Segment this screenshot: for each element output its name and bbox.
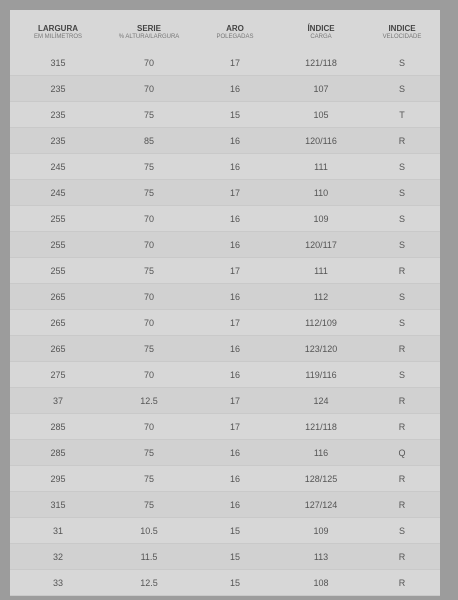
cell-indice-velocidade: S	[398, 526, 405, 536]
cell-indice-velocidade: S	[398, 58, 405, 68]
cell-serie: 70	[143, 84, 154, 94]
table-row	[10, 362, 440, 388]
cell-indice-velocidade: R	[398, 552, 406, 562]
cell-aro: 16	[229, 162, 240, 172]
cell-aro: 17	[229, 188, 240, 198]
cell-aro: 16	[229, 474, 240, 484]
cell-serie: 70	[143, 292, 154, 302]
cell-aro: 15	[229, 110, 240, 120]
cell-indice-carga: 108	[313, 578, 329, 588]
cell-largura: 32	[52, 552, 63, 562]
cell-largura: 265	[50, 344, 66, 354]
cell-serie: 75	[143, 110, 154, 120]
header-title: INDICE	[388, 24, 416, 33]
cell-serie: 75	[143, 162, 154, 172]
cell-largura: 285	[50, 422, 66, 432]
cell-indice-velocidade: Q	[398, 448, 406, 458]
cell-aro: 16	[229, 448, 240, 458]
cell-largura: 285	[50, 448, 66, 458]
table-row	[10, 414, 440, 440]
cell-serie: 75	[143, 344, 154, 354]
table-row	[10, 258, 440, 284]
cell-indice-velocidade: S	[398, 240, 405, 250]
cell-indice-carga: 127/124	[304, 500, 338, 510]
cell-serie: 75	[143, 448, 154, 458]
cell-aro: 15	[229, 526, 240, 536]
header-title: SERIE	[136, 24, 161, 33]
cell-indice-carga: 123/120	[304, 344, 338, 354]
cell-indice-carga: 111	[314, 162, 328, 172]
cell-indice-carga: 109	[313, 214, 329, 224]
cell-aro: 16	[229, 240, 240, 250]
header-subtitle: VELOCIDADE	[382, 34, 422, 40]
cell-aro: 17	[229, 58, 240, 68]
cell-serie: 75	[143, 474, 154, 484]
cell-largura: 315	[50, 58, 66, 68]
cell-serie: 11.5	[140, 552, 158, 562]
cell-largura: 255	[50, 266, 66, 276]
cell-serie: 12.5	[140, 396, 158, 406]
cell-indice-velocidade: S	[398, 162, 405, 172]
cell-indice-carga: 107	[313, 84, 329, 94]
cell-indice-carga: 121/118	[305, 422, 337, 432]
table-row	[10, 284, 440, 310]
header-title: ARO	[226, 24, 244, 33]
cell-indice-carga: 112/109	[305, 318, 337, 328]
cell-aro: 15	[229, 552, 240, 562]
cell-largura: 33	[52, 578, 63, 588]
table-row	[10, 128, 440, 154]
cell-largura: 31	[52, 526, 63, 536]
cell-largura: 245	[50, 188, 66, 198]
cell-indice-velocidade: R	[398, 578, 406, 588]
cell-largura: 235	[50, 110, 66, 120]
cell-indice-carga: 116	[313, 448, 329, 458]
cell-indice-carga: 113	[313, 552, 329, 562]
cell-serie: 70	[143, 318, 154, 328]
cell-indice-velocidade: R	[398, 500, 406, 510]
cell-aro: 16	[229, 344, 240, 354]
cell-indice-carga: 109	[313, 526, 329, 536]
cell-largura: 265	[50, 292, 66, 302]
cell-serie: 70	[143, 214, 154, 224]
cell-indice-velocidade: S	[398, 84, 405, 94]
cell-serie: 12.5	[140, 578, 158, 588]
table-row	[10, 518, 440, 544]
header-subtitle: % ALTURA/LARGURA	[118, 34, 180, 40]
cell-aro: 16	[229, 214, 240, 224]
header-subtitle: CARGA	[310, 34, 332, 40]
cell-largura: 315	[50, 500, 66, 510]
header-title: ÍNDICE	[307, 24, 335, 33]
cell-aro: 15	[229, 578, 240, 588]
cell-aro: 16	[229, 84, 240, 94]
table-row	[10, 336, 440, 362]
cell-largura: 37	[52, 396, 63, 406]
cell-largura: 235	[50, 136, 66, 146]
cell-indice-velocidade: R	[398, 344, 406, 354]
cell-indice-carga: 120/116	[305, 136, 337, 146]
cell-largura: 255	[50, 214, 66, 224]
table-row	[10, 154, 440, 180]
cell-aro: 17	[229, 396, 240, 406]
header-title: LARGURA	[38, 24, 78, 33]
cell-largura: 275	[50, 370, 66, 380]
header-indice-velocidade	[364, 24, 440, 41]
cell-serie: 70	[143, 240, 154, 250]
cell-aro: 16	[229, 370, 240, 380]
cell-serie: 10.5	[140, 526, 158, 536]
header-subtitle: EM MILÍMETROS	[33, 34, 82, 40]
cell-aro: 16	[229, 292, 240, 302]
cell-indice-velocidade: R	[398, 474, 406, 484]
tire-spec-table	[10, 10, 440, 596]
table-row	[10, 492, 440, 518]
cell-serie: 75	[143, 500, 154, 510]
cell-indice-velocidade: S	[398, 318, 405, 328]
cell-largura: 245	[50, 162, 66, 172]
cell-indice-carga: 110	[313, 188, 329, 198]
table-row	[10, 232, 440, 258]
cell-aro: 17	[229, 266, 240, 276]
table-row	[10, 76, 440, 102]
cell-indice-carga: 128/125	[304, 474, 338, 484]
cell-largura: 255	[50, 240, 66, 250]
cell-indice-velocidade: S	[398, 292, 405, 302]
table-row	[10, 310, 440, 336]
table-row	[10, 102, 440, 128]
cell-indice-velocidade: R	[398, 396, 406, 406]
table-row	[10, 440, 440, 466]
header-indice-carga	[278, 24, 364, 41]
table-row	[10, 466, 440, 492]
table-header	[10, 10, 440, 46]
header-serie	[106, 24, 192, 41]
cell-indice-velocidade: R	[398, 422, 406, 432]
cell-indice-carga: 120/117	[305, 240, 337, 250]
table-row	[10, 206, 440, 232]
cell-largura: 235	[50, 84, 66, 94]
cell-indice-carga: 119/116	[305, 370, 337, 380]
cell-serie: 70	[143, 58, 154, 68]
header-largura	[10, 24, 106, 41]
cell-aro: 16	[229, 136, 240, 146]
cell-serie: 70	[143, 370, 154, 380]
cell-serie: 85	[143, 136, 154, 146]
cell-indice-velocidade: S	[398, 214, 405, 224]
table-row	[10, 180, 440, 206]
header-aro	[192, 24, 278, 41]
cell-indice-carga: 121/118	[305, 58, 337, 68]
cell-indice-velocidade: T	[399, 110, 405, 120]
cell-largura: 295	[50, 474, 66, 484]
cell-serie: 70	[143, 422, 154, 432]
cell-aro: 16	[229, 500, 240, 510]
cell-largura: 265	[50, 318, 66, 328]
table-row	[10, 50, 440, 76]
cell-serie: 75	[143, 266, 154, 276]
table-row	[10, 544, 440, 570]
header-subtitle: POLEGADAS	[216, 34, 254, 40]
cell-aro: 17	[229, 422, 240, 432]
cell-serie: 75	[143, 188, 154, 198]
cell-indice-velocidade: S	[398, 188, 405, 198]
cell-indice-carga: 105	[313, 110, 329, 120]
table-row	[10, 388, 440, 414]
cell-indice-carga: 111	[314, 266, 328, 276]
table-row	[10, 570, 440, 596]
cell-aro: 17	[229, 318, 240, 328]
cell-indice-velocidade: R	[398, 266, 406, 276]
cell-indice-carga: 124	[313, 396, 329, 406]
cell-indice-velocidade: S	[398, 370, 405, 380]
cell-indice-velocidade: R	[398, 136, 406, 146]
cell-indice-carga: 112	[313, 292, 329, 302]
